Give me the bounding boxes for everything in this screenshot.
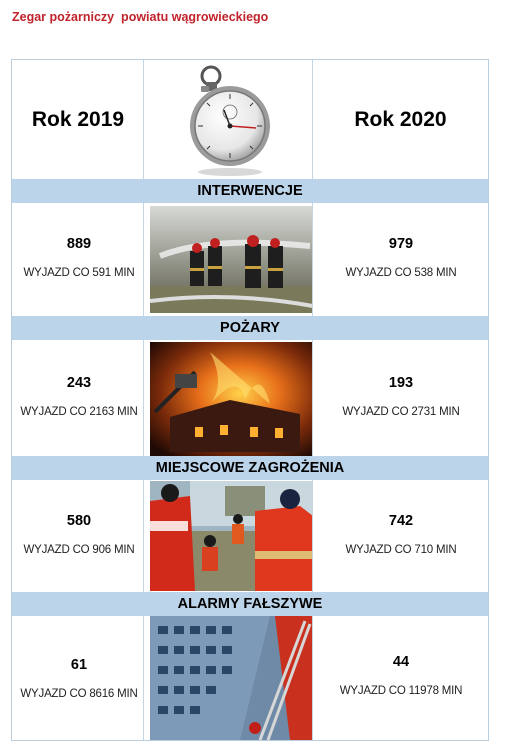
stat-2019-pozary — [12, 375, 146, 418]
fire-ladder-building-photo — [150, 616, 313, 740]
interval-text: WYJAZD CO 11978 MIN — [339, 685, 463, 697]
page-title: Zegar pożarniczy powiatu wągrowieckiego — [12, 10, 269, 24]
year-2019-header: Rok 2019 — [31, 107, 125, 131]
section-label-interwencje: INTERWENCJE — [12, 179, 488, 203]
interval-text: WYJAZD CO 2163 MIN — [20, 406, 138, 418]
count-value: 44 — [392, 654, 410, 670]
count-value: 979 — [388, 236, 414, 252]
flood-rescue-photo — [150, 481, 313, 591]
burning-house-photo — [150, 342, 313, 456]
count-value: 61 — [70, 657, 88, 673]
section-label-alarmy-falszywe: ALARMY FAŁSZYWE — [12, 592, 488, 616]
stat-2019-alarmy-falszywe — [12, 657, 146, 700]
stat-2019-interwencje — [12, 236, 146, 279]
interval-text: WYJAZD CO 8616 MIN — [20, 688, 138, 700]
count-value: 889 — [66, 236, 92, 252]
section-label-miejscowe-zagrozenia: MIEJSCOWE ZAGROŻENIA — [12, 456, 488, 480]
interval-text: WYJAZD CO 906 MIN — [23, 544, 135, 556]
stat-2020-miejscowe-zagrozenia — [334, 513, 468, 556]
stat-2020-pozary — [334, 375, 468, 418]
firefighters-spraying-water-photo — [150, 206, 313, 313]
stopwatch-icon — [144, 60, 313, 179]
count-value: 193 — [388, 375, 414, 391]
interval-text: WYJAZD CO 538 MIN — [345, 267, 457, 279]
count-value: 742 — [388, 513, 414, 529]
interval-text: WYJAZD CO 2731 MIN — [342, 406, 460, 418]
count-value: 243 — [66, 375, 92, 391]
stopwatch-cell — [144, 60, 313, 179]
stat-2020-alarmy-falszywe — [334, 654, 468, 697]
section-label-pozary: POŻARY — [12, 316, 488, 340]
stats-table — [11, 59, 489, 741]
count-value: 580 — [66, 513, 92, 529]
stat-2019-miejscowe-zagrozenia — [12, 513, 146, 556]
interval-text: WYJAZD CO 710 MIN — [345, 544, 457, 556]
year-2020-header: Rok 2020 — [354, 107, 447, 131]
stat-2020-interwencje — [334, 236, 468, 279]
interval-text: WYJAZD CO 591 MIN — [23, 267, 135, 279]
